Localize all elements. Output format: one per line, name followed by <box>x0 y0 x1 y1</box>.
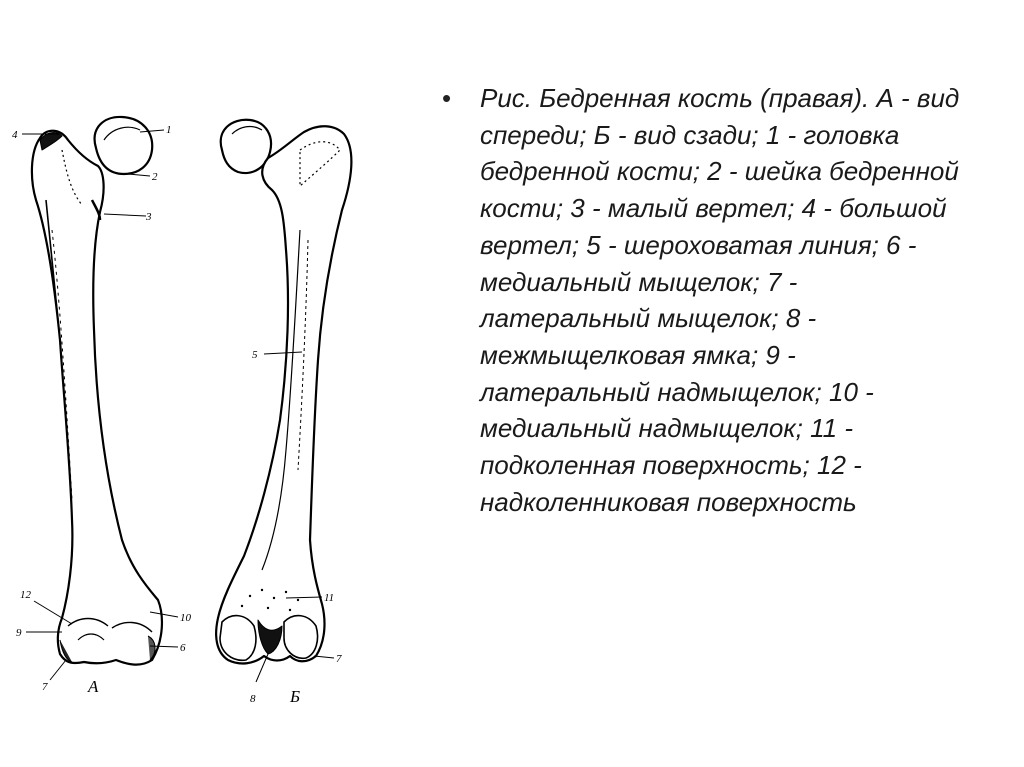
label-9: 9 <box>16 627 22 639</box>
femur-shaft-back <box>216 126 351 663</box>
view-label-a: А <box>88 677 99 696</box>
view-label-b: Б <box>290 687 301 706</box>
femur-back-view <box>216 120 351 664</box>
label-12: 12 <box>20 589 31 601</box>
label-6: 6 <box>180 642 186 654</box>
label-1: 1 <box>166 124 172 136</box>
label-8: 8 <box>250 693 256 705</box>
label-7-back: 7 <box>336 653 342 665</box>
label-11: 11 <box>324 592 335 604</box>
label-7-front: 7 <box>42 681 48 693</box>
label-2: 2 <box>152 171 158 183</box>
bullet-point: • <box>442 83 452 113</box>
femur-head-front <box>95 117 153 174</box>
label-4: 4 <box>12 129 18 141</box>
caption-text: Рис. Бедренная кость (правая). А - вид спереди; Б - вид сзади; 1 - головка бедренной кости; 2 - шейка бедренной кости; 3 - малый вертел; 4 - большой вертел; 5 - шероховатая линия; 6 - медиальный мыщелок; 7 - латеральный мыщелок; 8 - межмыщелковая ямка; 9 - латеральный надмыщелок; 10 - медиальный надмыщелок; 11 - подколенная поверхность; 12 - надколенниковая поверхность <box>480 83 960 517</box>
figure-caption <box>442 80 982 520</box>
label-5: 5 <box>252 349 258 361</box>
label-10: 10 <box>180 612 191 624</box>
label-3: 3 <box>146 211 152 223</box>
femur-illustration <box>0 0 400 767</box>
femur-front-view <box>32 117 162 665</box>
